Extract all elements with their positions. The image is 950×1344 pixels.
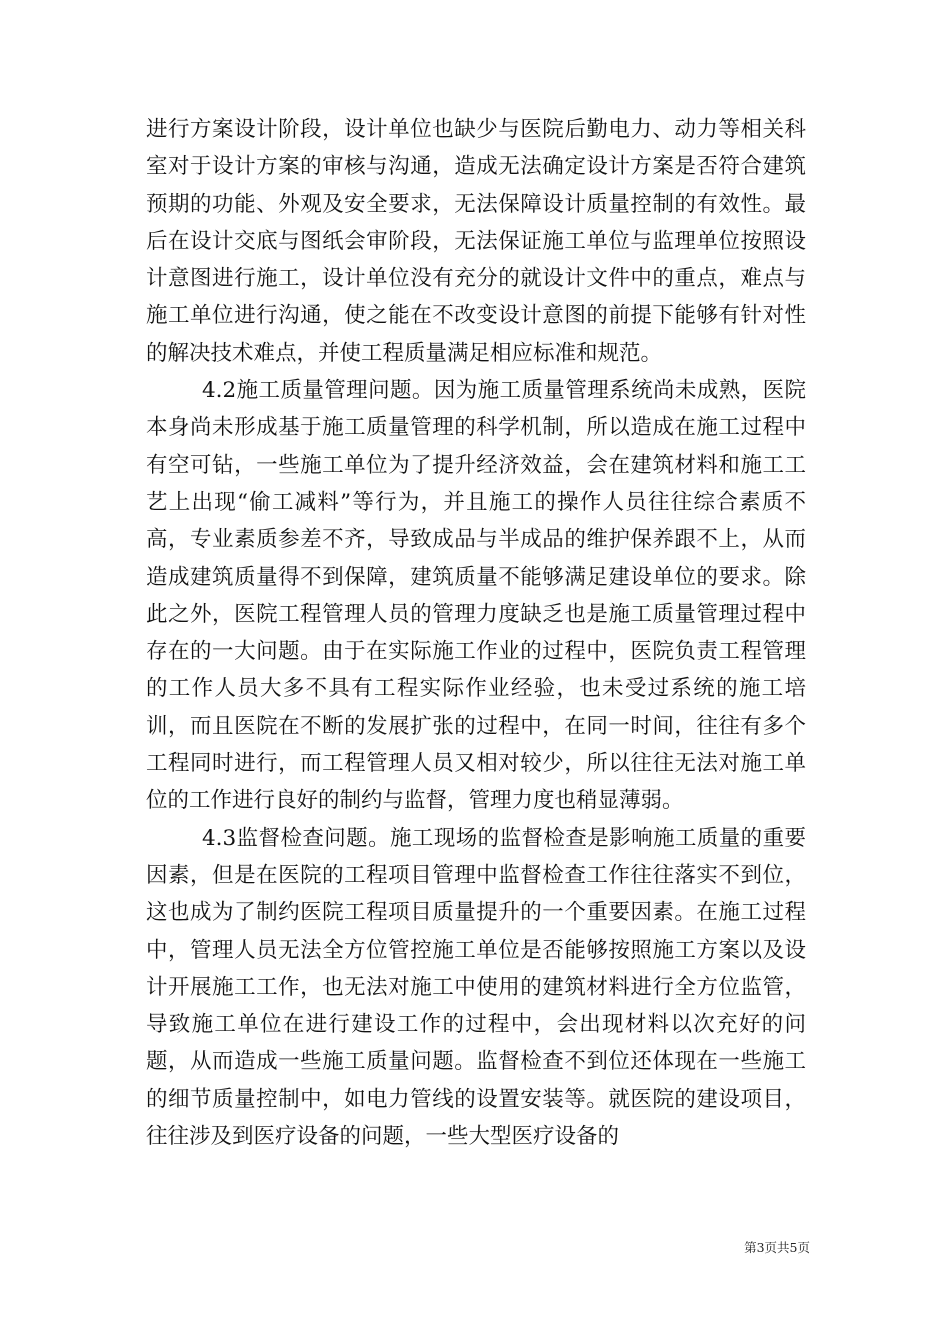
paragraph-construction-quality: 4.2施工质量管理问题。因为施工质量管理系统尚未成熟，医院本身尚未形成基于施工质量管理的科学机制，所以造成在施工过程中有空可钻，一些施工单位为了提升经济效益，会在建筑材料和施工工艺上出现“偷工减料”等行为，并且施工的操作人员往往综合素质不高，专业素质参差不齐，导致成品与半成品的维护保养跟不上，从而造成建筑质量得不到保障，建筑质量不能够满足建设单位的要求。除此之外，医院工程管理人员的管理力度缺乏也是施工质量管理过程中存在的一大问题。由于在实际施工作业的过程中，医院负责工程管理的工作人员大多不具有工程实际作业经验，也未受过系统的施工培训，而且医院在不断的发展扩张的过程中，在同一时间，往往有多个工程同时进行，而工程管理人员又相对较少，所以往往无法对施工单位的工作进行良好的制约与监督，管理力度也稍显薄弱。: [146, 378, 806, 814]
paragraph-supervision-inspection: 4.3监督检查问题。施工现场的监督检查是影响施工质量的重要因素，但是在医院的工程项目管理中监督检查工作往往落实不到位，这也成为了制约医院工程项目质量提升的一个重要因素。在施工过程中，管理人员无法全方位管控施工单位是否能够按照施工方案以及设计开展施工工作，也无法对施工中使用的建筑材料进行全方位监管，导致施工单位在进行建设工作的过程中，会出现材料以次充好的问题，从而造成一些施工质量问题。监督检查不到位还体现在一些施工的细节质量控制中，如电力管线的设置安装等。就医院的建设项目，往往涉及到医疗设备的问题，一些大型医疗设备的: [146, 825, 806, 1150]
paragraph-design-stage: 进行方案设计阶段，设计单位也缺少与医院后勤电力、动力等相关科室对于设计方案的审核与沟通，造成无法确定设计方案是否符合建筑预期的功能、外观及安全要求，无法保障设计质量控制的有效性。最后在设计交底与图纸会审阶段，无法保证施工单位与监理单位按照设计意图进行施工，设计单位没有充分的就设计文件中的重点，难点与施工单位进行沟通，使之能在不改变设计意图的前提下能够有针对性的解决技术难点，并使工程质量满足相应标准和规范。: [146, 117, 806, 366]
document-body: [146, 111, 806, 1155]
page-number-footer: 第3页共5页: [744, 1240, 810, 1255]
